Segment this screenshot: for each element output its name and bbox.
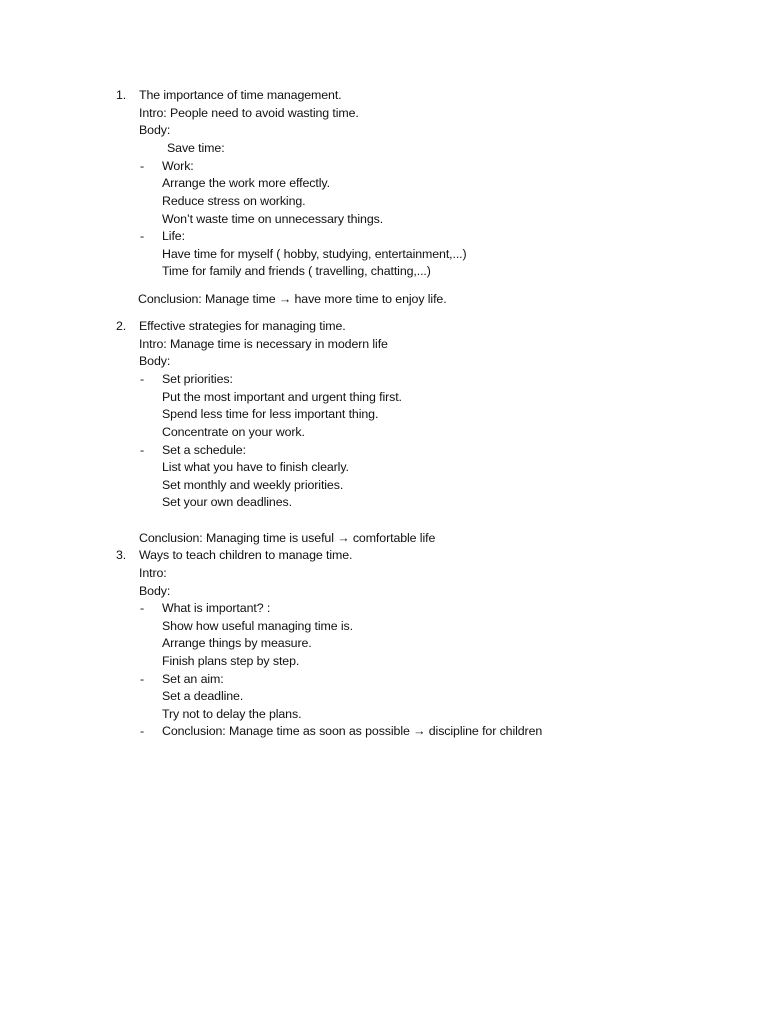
section-3-body-label: Body: [139,584,171,598]
section-1-number: 1. [116,88,127,102]
list-item: Spend less time for less important thing. [162,407,379,421]
section-3-conclusion: Conclusion: Manage time as soon as possible → discipline for children [162,724,543,738]
list-item: Finish plans step by step. [162,654,300,668]
group-heading: Set an aim: [162,672,224,686]
section-3-intro: Intro: [139,566,167,580]
list-item: Show how useful managing time is. [162,619,353,633]
bullet-dash: - [140,672,145,686]
bullet-dash: - [140,443,145,457]
section-3-title: Ways to teach children to manage time. [139,548,353,562]
list-item: Have time for myself ( hobby, studying, entertainment,...) [162,247,467,261]
list-item: Won’t waste time on unnecessary things. [162,212,384,226]
section-2-intro: Intro: Manage time is necessary in modern life [139,337,388,351]
bullet-dash: - [140,372,145,386]
bullet-dash: - [140,159,145,173]
group-heading: Set priorities: [162,372,233,386]
bullet-dash: - [140,601,145,615]
section-2-number: 2. [116,319,127,333]
list-item: Set a deadline. [162,689,244,703]
group-heading: Work: [162,159,194,173]
bullet-dash: - [140,229,145,243]
section-3-number: 3. [116,548,127,562]
group-heading: Life: [162,229,185,243]
section-2-body-label: Body: [139,354,171,368]
section-1-title: The importance of time management. [139,88,342,102]
list-item: List what you have to finish clearly. [162,460,349,474]
list-item: Concentrate on your work. [162,425,305,439]
list-item: Set your own deadlines. [162,495,292,509]
bullet-dash: - [140,724,145,738]
list-item: Arrange the work more effectly. [162,176,330,190]
section-2-conclusion: Conclusion: Managing time is useful → comfortable life [139,531,436,545]
list-item: Put the most important and urgent thing first. [162,390,402,404]
section-1-body-label: Body: [139,123,171,137]
section-1-subheading: Save time: [167,141,225,155]
list-item: Arrange things by measure. [162,636,312,650]
section-2-title: Effective strategies for managing time. [139,319,346,333]
group-heading: What is important? : [162,601,271,615]
section-1-conclusion: Conclusion: Manage time → have more time to enjoy life. [138,292,447,306]
list-item: Try not to delay the plans. [162,707,302,721]
list-item: Set monthly and weekly priorities. [162,478,344,492]
list-item: Time for family and friends ( travelling, chatting,...) [162,264,431,278]
section-1-intro: Intro: People need to avoid wasting time. [139,106,359,120]
group-heading: Set a schedule: [162,443,246,457]
list-item: Reduce stress on working. [162,194,306,208]
